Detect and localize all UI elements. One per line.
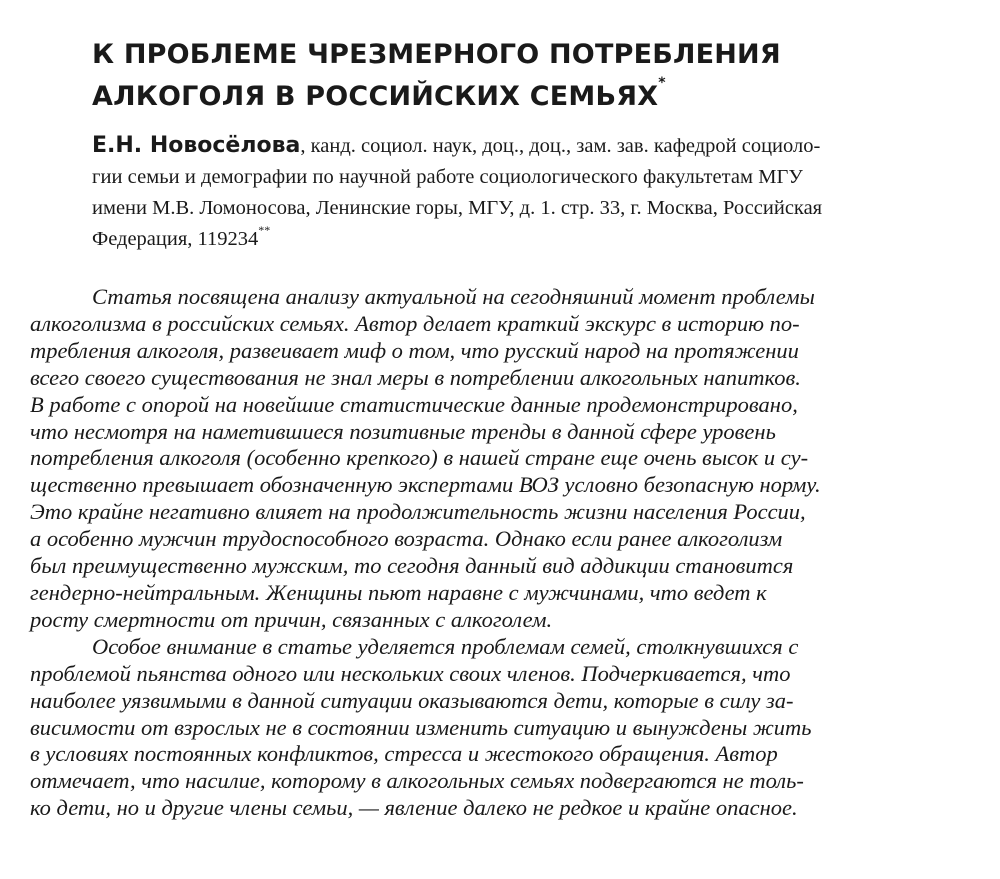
abstract-line: наиболее уязвимыми в данной ситуации оказываются дети, которые в силу за- [30,687,794,713]
abstract-line: В работе с опорой на новейшие статистические данные продемонстрировано, [30,391,798,417]
abstract-line: гендерно-нейтральным. Женщины пьют наравне с мужчинами, что ведет к [30,579,767,605]
abstract-line: алкоголизма в российских семьях. Автор делает краткий экскурс в историю по- [30,310,800,336]
abstract-line: требления алкоголя, развеивает миф о том, что русский народ на протяжении [30,337,799,363]
author-line-4 [92,224,972,255]
abstract-line: Это крайне негативно влияет на продолжительность жизни населения России, [30,499,806,525]
author-line-4-text: Федерация, 119234 [92,228,259,250]
author-block [92,130,972,255]
abstract-line: щественно превышает обозначенную экспертами ВОЗ условно безопасную норму. [30,472,821,498]
abstract-line: всего своего существования не знал меры в потреблении алкогольных напитков. [30,364,801,390]
abstract-line: Статья посвящена анализу актуальной на сегодняшний момент проблемы [92,284,815,309]
abstract-text [30,284,821,822]
article-title [92,34,781,118]
author-line-2: гии семьи и демографии по научной работе социологического факультетам МГУ [92,166,803,188]
title-footnote-mark: * [658,75,666,91]
title-line-2 [92,76,781,118]
abstract-line: был преимущественно мужским, то сегодня данный вид аддикции становится [30,553,794,579]
title-line-1: К ПРОБЛЕМЕ ЧРЕЗМЕРНОГО ПОТРЕБЛЕНИЯ [92,39,781,70]
abstract-line: а особенно мужчин трудоспособного возраста. Однако если ранее алкоголизм [30,526,783,552]
abstract-line: потребления алкоголя (особенно крепкого) в нашей стране еще очень высок и су- [30,445,809,471]
title-line-2-text: АЛКОГОЛЯ В РОССИЙСКИХ СЕМЬЯХ [92,81,659,112]
abstract-line: что несмотря на наметившиеся позитивные тренды в данной сфере уровень [30,418,776,444]
author-line-3: имени М.В. Ломоносова, Ленинские горы, МГУ, д. 1. стр. 33, г. Москва, Российская [92,197,823,219]
abstract-line: росту смертности от причин, связанных с алкоголем. [30,606,553,632]
author-line-1 [92,130,972,162]
abstract-line: висимости от взрослых не в состоянии изменить ситуацию и вынуждены жить [30,714,812,740]
abstract-line: Особое внимание в статье уделяется проблемам семей, столкнувшихся с [92,633,799,659]
abstract-line: отмечает, что насилие, которому в алкогольных семьях подвергаются не толь- [30,768,804,794]
abstract-line: ко дети, но и другие члены семьи, — явление далеко не редкое и крайне опасное. [30,795,798,821]
author-name: Е.Н. Новосёлова [92,133,301,158]
author-footnote-mark: ** [258,223,271,237]
author-affiliation-start: , канд. социол. наук, доц., доц., зам. зав. кафедрой социоло- [300,135,821,157]
abstract-line: в условиях постоянных конфликтов, стресса и жестокого обращения. Автор [30,741,778,767]
abstract-line: проблемой пьянства одного или нескольких своих членов. Подчеркивается, что [30,660,791,686]
